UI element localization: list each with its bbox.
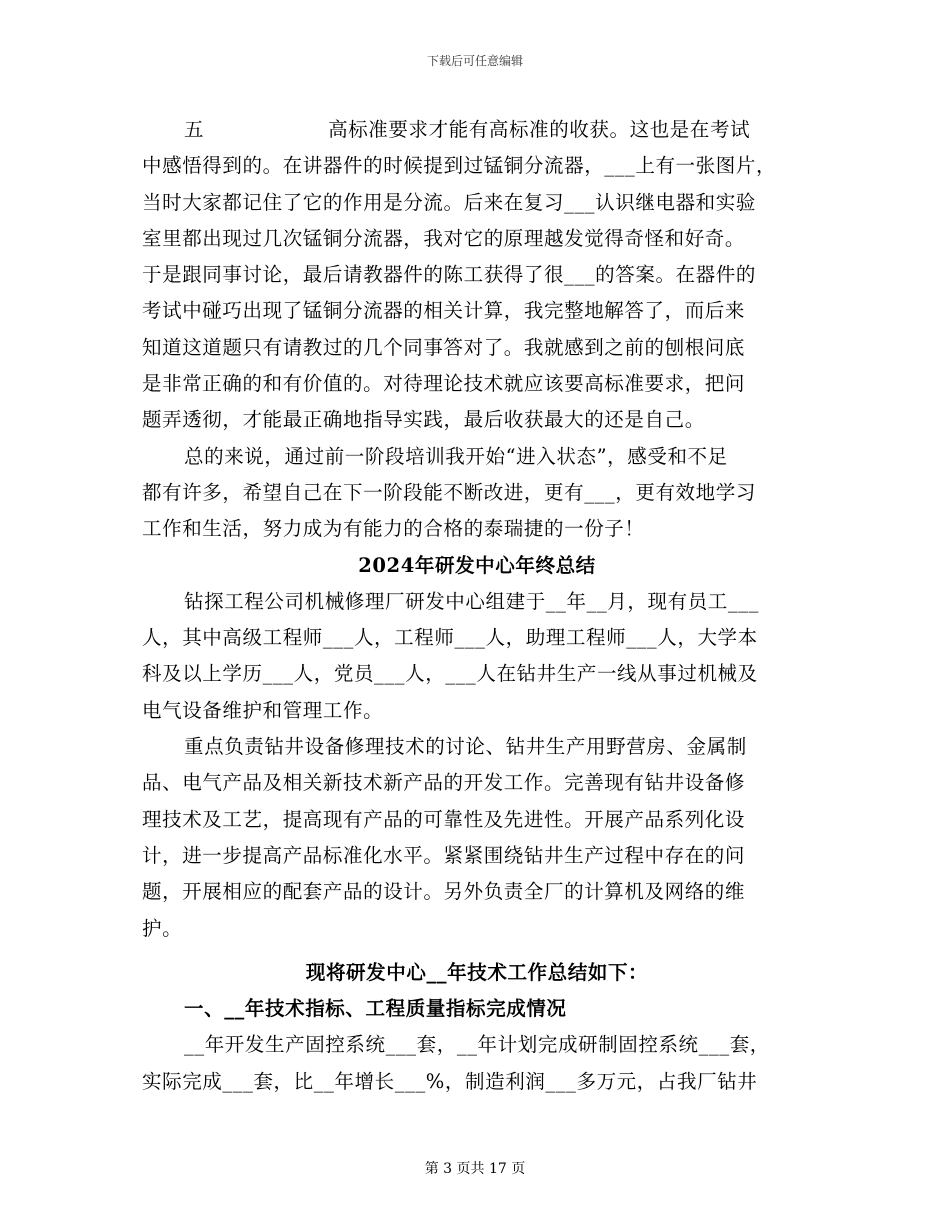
paragraph-line: 总的来说，通过前一阶段培训我开始“进入状态”，感受和不足 — [184, 444, 728, 468]
section-five-label: 五 — [184, 118, 205, 141]
paragraph-line: 重点负责钻井设备修理技术的讨论、钻井生产用野营房、金属制 — [184, 735, 747, 759]
section-five-first-line — [142, 112, 812, 148]
paragraph-line: 室里都出现过几次锰铜分流器，我对它的原理越发觉得奇怪和好奇。 — [142, 226, 746, 250]
paragraph-line: 知道这道题只有请教过的几个同事答对了。我就感到之前的刨根问底 — [142, 335, 746, 359]
paragraph-line: 高标准要求才能有高标准的收获。这也是在考试 — [328, 118, 751, 141]
paragraph-line: 题，开展相应的配套产品的设计。另外负责全厂的计算机及网络的维 — [142, 880, 746, 904]
paragraph-line: 都有许多，希望自己在下一阶段能不断改进，更有___，更有效地学习 — [142, 480, 756, 504]
page-footer: 第 3 页共 17 页 — [424, 1161, 526, 1177]
paragraph-line: 理技术及工艺，提高现有产品的可靠性及先进性。开展产品系列化设 — [142, 807, 746, 831]
paragraph-line: 当时大家都记住了它的作用是分流。后来在复习___认识继电器和实验 — [142, 190, 756, 214]
paragraph-line: 计，进一步提高产品标准化水平。紧紧围绕钻井生产过程中存在的问 — [142, 843, 746, 867]
paragraph-line: 工作和生活，努力成为有能力的合格的泰瑞捷的一份子！ — [142, 517, 645, 541]
page-header: 下载后可任意编辑 — [426, 54, 523, 68]
paragraph-line: __年开发生产固控系统___套，__年计划完成研制固控系统___套， — [184, 1033, 770, 1057]
paragraph-line: 科及以上学历___人，党员___人，___人在钻井生产一线从事过机械及 — [142, 662, 758, 686]
paragraph-line: 钻探工程公司机械修理厂研发中心组建于__年__月，现有员工___ — [184, 589, 759, 613]
report-title: 2024年研发中心年终总结 — [358, 553, 596, 577]
document-body — [142, 112, 812, 1100]
paragraph-line: 题弄透彻，才能最正确地指导实践，最后收获最大的还是自己。 — [142, 408, 705, 432]
paragraph-line: 品、电气产品及相关新技术新产品的开发工作。完善现有钻井设备修 — [142, 771, 746, 795]
paragraph-line: 人，其中高级工程师___人，工程师___人，助理工程师___人，大学本 — [142, 626, 758, 650]
paragraph-line: 于是跟同事讨论，最后请教器件的陈工获得了很___的答案。在器件的 — [142, 263, 756, 287]
paragraph-line: 中感悟得到的。在讲器件的时候提到过锰铜分流器，___上有一张图片， — [142, 154, 777, 178]
report-subtitle: 现将研发中心__年技术工作总结如下： — [305, 960, 649, 984]
paragraph-line: 实际完成___套，比__年增长___%，制造利润___多万元，占我厂钻井 — [142, 1069, 758, 1093]
paragraph-line: 是非常正确的和有价值的。对待理论技术就应该要高标准要求，把问 — [142, 372, 746, 396]
paragraph-line: 护。 — [142, 916, 183, 940]
paragraph-line: 考试中碰巧出现了锰铜分流器的相关计算，我完整地解答了，而后来 — [142, 299, 746, 323]
section-one-heading: 一、__年技术指标、工程质量指标完成情况 — [184, 997, 567, 1021]
paragraph-line: 电气设备维护和管理工作。 — [142, 698, 384, 722]
